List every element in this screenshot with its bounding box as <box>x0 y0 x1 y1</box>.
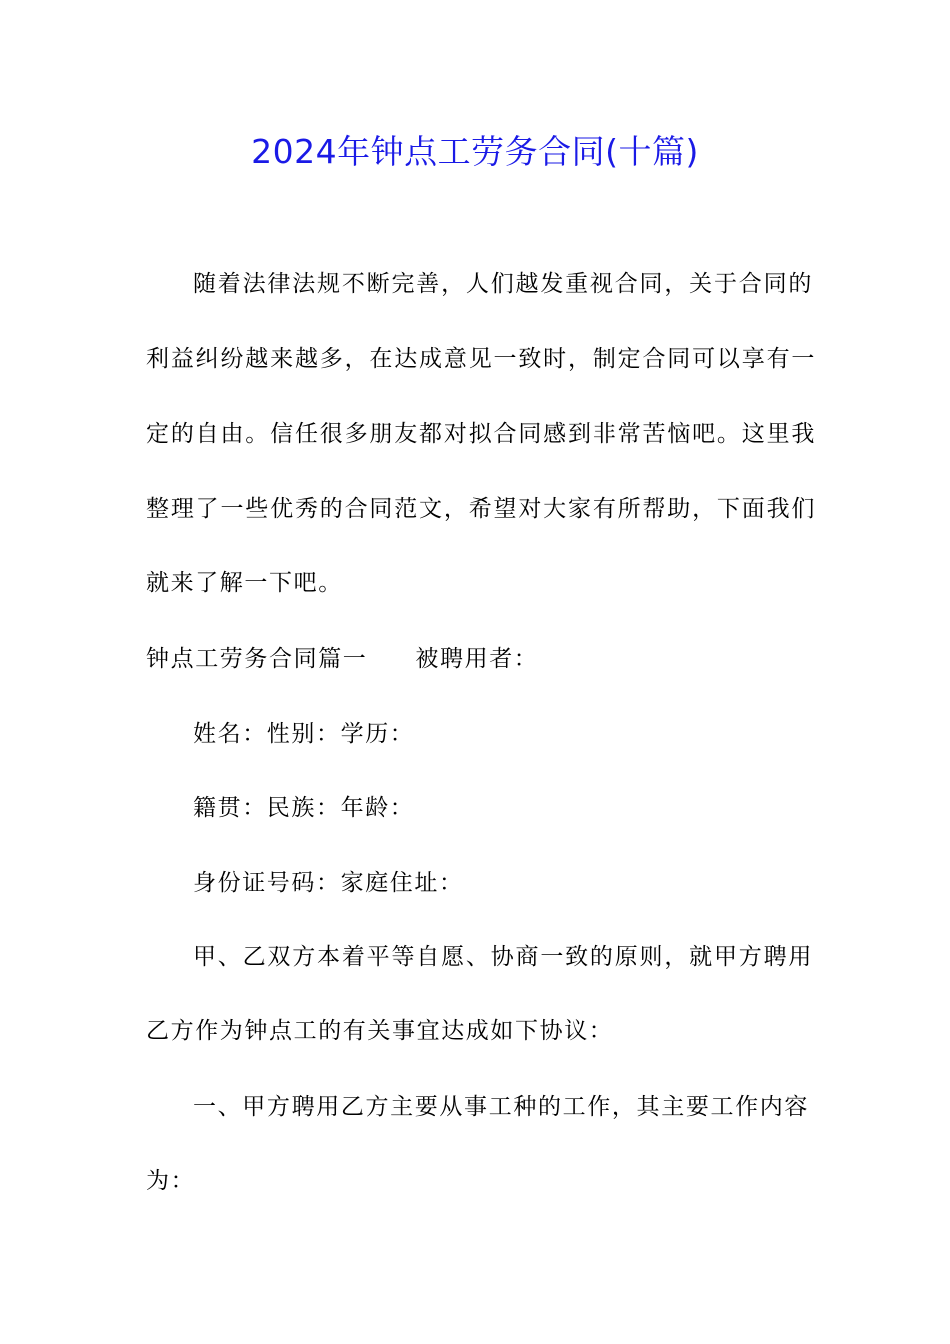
field-line-3: 身份证号码：家庭住址： <box>193 870 464 896</box>
field-line-2: 籍贯：民族：年龄： <box>193 795 415 821</box>
document-title: 2024年钟点工劳务合同(十篇) <box>251 132 699 171</box>
section-heading-line <box>146 643 816 675</box>
intro-line-3: 定的自由。信任很多朋友都对拟合同感到非常苦恼吧。这里我 <box>146 421 816 447</box>
agreement-line-2: 乙方作为钟点工的有关事宜达成如下协议： <box>146 1018 614 1044</box>
clause-one-line-2: 为： <box>146 1168 196 1194</box>
section-subheading: 被聘用者： <box>415 646 539 672</box>
agreement-line-1: 甲、乙双方本着平等自愿、协商一致的原则，就甲方聘用 <box>193 944 813 970</box>
intro-line-5: 就来了解一下吧。 <box>146 570 343 596</box>
field-line-1: 姓名：性别：学历： <box>193 721 415 747</box>
clause-one-line-1: 一、甲方聘用乙方主要从事工种的工作，其主要工作内容 <box>193 1094 809 1120</box>
intro-line-4: 整理了一些优秀的合同范文，希望对大家有所帮助，下面我们 <box>146 496 816 522</box>
intro-line-1: 随着法律法规不断完善，人们越发重视合同，关于合同的 <box>193 271 813 297</box>
intro-line-2: 利益纠纷越来越多，在达成意见一致时，制定合同可以享有一 <box>146 346 816 372</box>
section-heading: 钟点工劳务合同篇一 <box>146 646 368 672</box>
